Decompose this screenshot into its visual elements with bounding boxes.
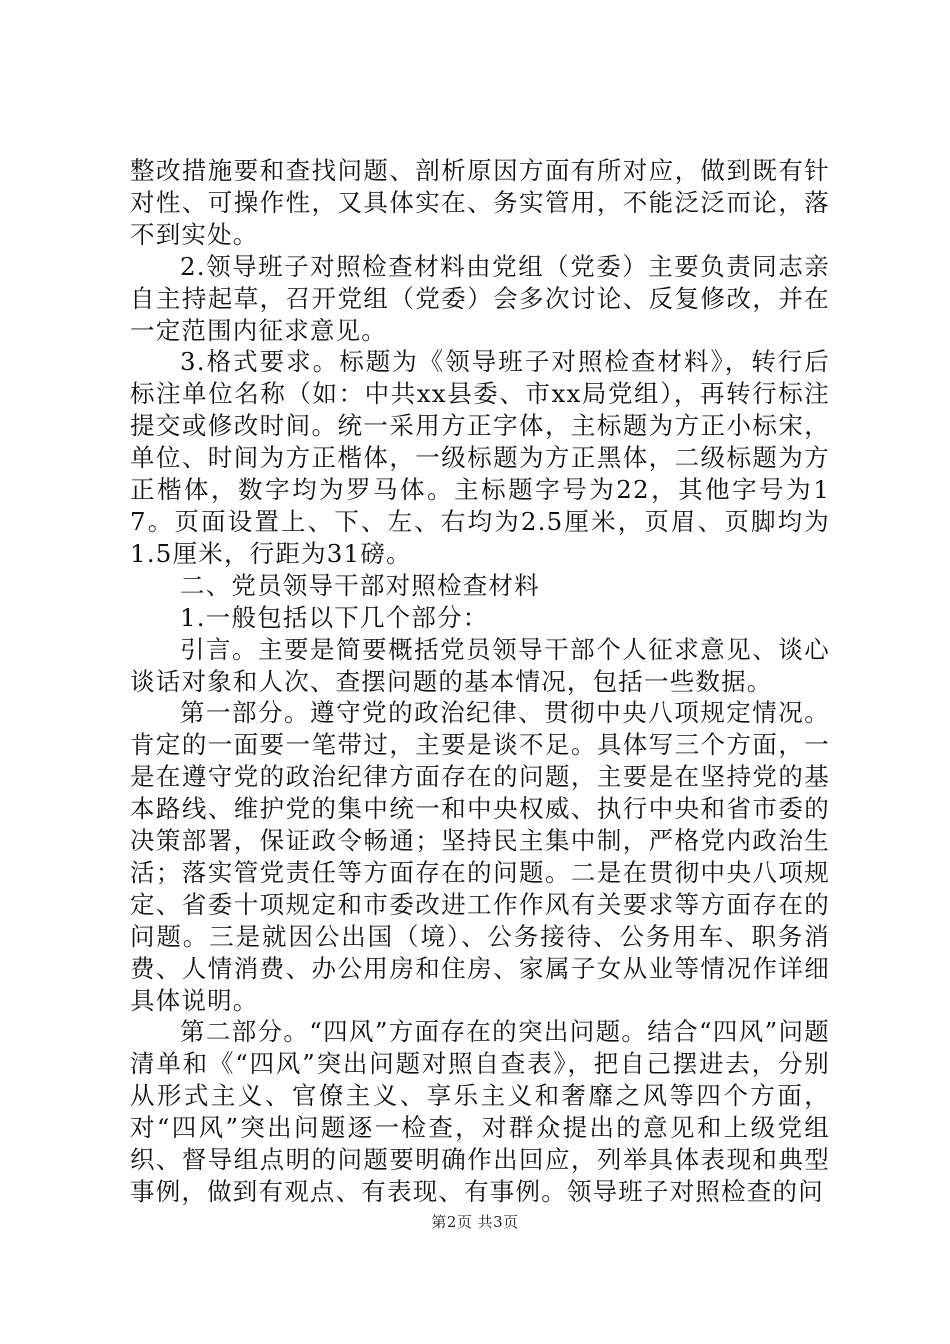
- paragraph-format-requirements: 3.格式要求。标题为《领导班子对照检查材料》，转行后标注单位名称（如：中共xx县委、市xx局党组），再转行标注提交或修改时间。统一采用方正字体，主标题为方正小标宋，单位、时间为方正楷体，一级标题为方正黑体，二级标题为方正楷体，数字均为罗马体。主标题字号为22，其他字号为17。页面设置上、下、左、右均为2.5厘米，页眉、页脚均为1.5厘米，行距为31磅。: [130, 347, 830, 568]
- section-heading-party-leaders: 二、党员领导干部对照检查材料: [180, 570, 540, 600]
- paragraph-drafting-process: 2.领导班子对照检查材料由党组（党委）主要负责同志亲自主持起草，召开党组（党委）会多次讨论、反复修改，并在一定范围内征求意见。: [130, 251, 830, 345]
- paragraph-introduction: 引言。主要是简要概括党员领导干部个人征求意见、谈心谈话对象和人次、查摆问题的基本情况，包括一些数据。: [130, 634, 830, 696]
- paragraph-rectification-measures: 整改措施要和查找问题、剖析原因方面有所对应，做到既有针对性、可操作性，又具体实在、务实管用，不能泛泛而论，落不到实处。: [130, 156, 830, 249]
- paragraph-general-parts: 1.一般包括以下几个部分：: [180, 602, 489, 632]
- page-number-footer: 第2页 共3页: [431, 1213, 519, 1231]
- paragraph-part-one: 第一部分。遵守党的政治纪律、贯彻中央八项规定情况。肯定的一面要一笔带过，主要是谈不足。具体写三个方面，一是在遵守党的政治纪律方面存在的问题，主要是在坚持党的基本路线、维护党的集中统一和中央权威、执行中央和省市委的决策部署，保证政令畅通；坚持民主集中制，严格党内政治生活；落实管党责任等方面存在的问题。二是在贯彻中央八项规定、省委十项规定和市委改进工作作风有关要求等方面存在的问题。三是就因公出国（境）、公务接待、公务用车、职务消费、人情消费、办公用房和住房、家属子女从业等情况作详细具体说明。: [130, 698, 830, 1015]
- paragraph-part-two: 第二部分。“四风”方面存在的突出问题。结合“四风”问题清单和《“四风”突出问题对照自查表》，把自己摆进去，分别从形式主义、官僚主义、享乐主义和奢靡之风等四个方面，对“四风”突出问题逐一检查，对群众提出的意见和上级党组织、督导组点明的问题要明确作出回应，列举具体表现和典型事例，做到有观点、有表现、有事例。领导班子对照检查的问: [130, 1017, 830, 1206]
- document-body: [130, 155, 830, 1208]
